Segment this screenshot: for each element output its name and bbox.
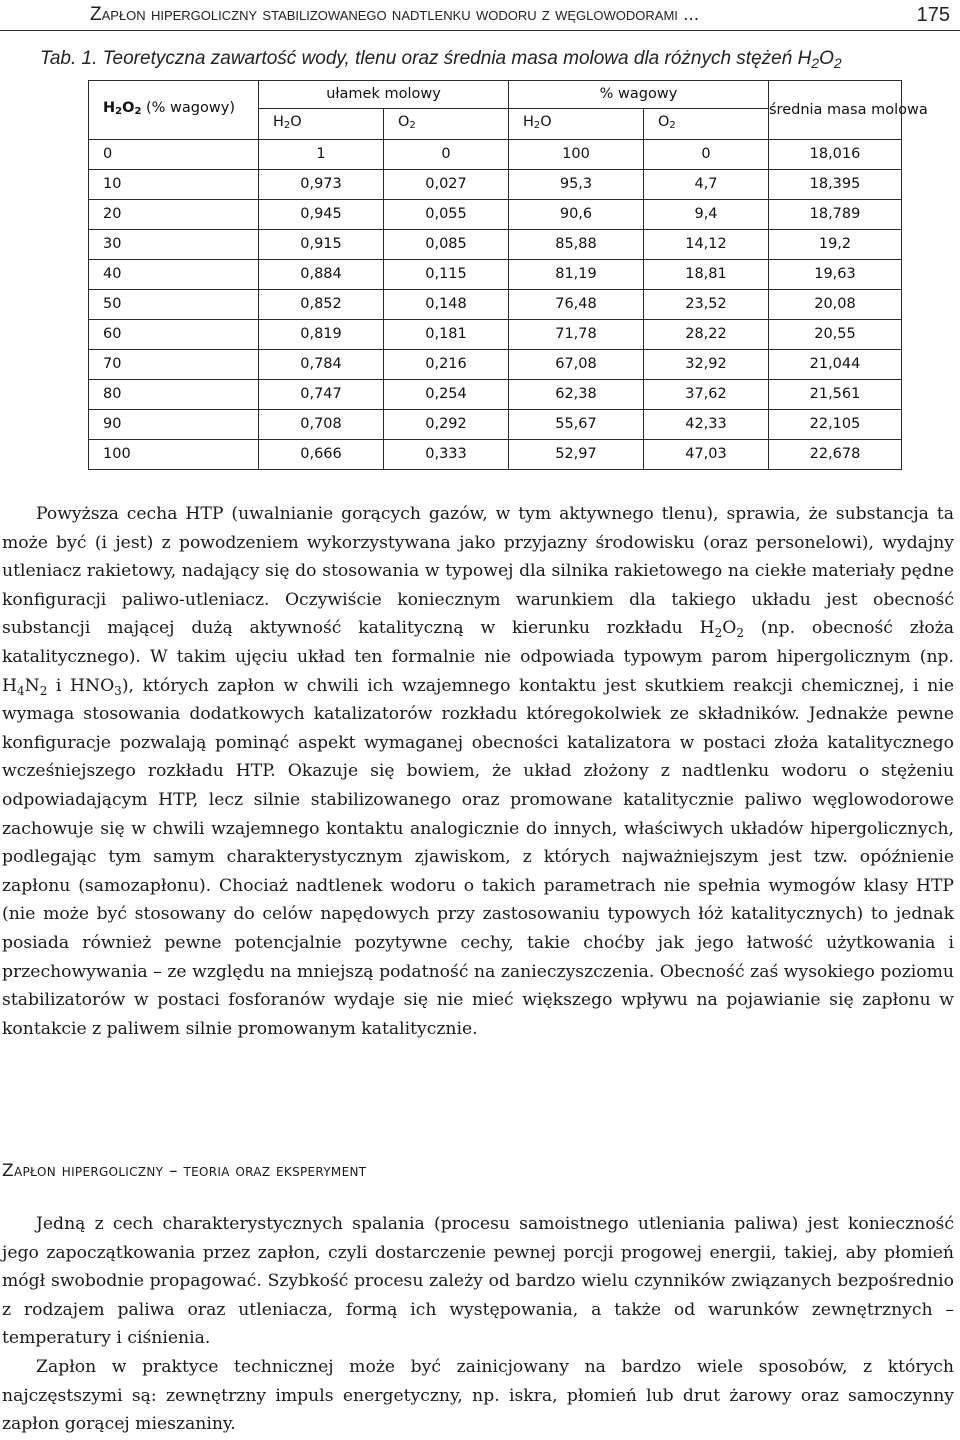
col-o2-weight-header: $O_2$ [644, 109, 769, 140]
table-cell: 0,666 [259, 440, 384, 470]
table-cell: 22,678 [769, 440, 902, 470]
table-row [89, 170, 902, 200]
table-cell: 4,7 [644, 170, 769, 200]
table-cell: 0,254 [384, 380, 509, 410]
table-cell: 19,63 [769, 260, 902, 290]
table-cell: 28,22 [644, 320, 769, 350]
table-cell: 14,12 [644, 230, 769, 260]
table-cell: 85,88 [509, 230, 644, 260]
table-cell: 18,81 [644, 260, 769, 290]
section-body [2, 1210, 954, 1439]
table-cell: 47,03 [644, 440, 769, 470]
table-cell: 21,044 [769, 350, 902, 380]
table-cell: 20,55 [769, 320, 902, 350]
table-cell: 42,33 [644, 410, 769, 440]
table-cell: 0,333 [384, 440, 509, 470]
table-cell: 20 [89, 200, 259, 230]
table-cell: 55,67 [509, 410, 644, 440]
table-cell: 1 [259, 140, 384, 170]
table-cell: 30 [89, 230, 259, 260]
table-cell: 23,52 [644, 290, 769, 320]
table-row [89, 440, 902, 470]
table-row [89, 350, 902, 380]
table-cell: 0 [384, 140, 509, 170]
running-header [90, 4, 950, 28]
table-cell: 20,08 [769, 290, 902, 320]
table-header-row [89, 81, 902, 109]
table-row [89, 200, 902, 230]
col-o2-mole-header: $O_2$ [384, 109, 509, 140]
section-paragraph-1: Jedną z cech charakterystycznych spalania (procesu samoistnego utleniania paliwa) jest konieczność jego zapoczątkowania przez zapłon, czyli dostarczenie pewnej porcji progowej energii, takiej, aby płomień mógł swobodnie propagować. Szybkość procesu zależy od bardzo wielu czynników związanych bezpośrednio z rodzajem paliwa oraz utleniacza, formą ich występowania, a także od warunków zewnętrznych – temperatury i ciśnienia. [2, 1214, 954, 1349]
table-cell: 0,115 [384, 260, 509, 290]
col-h2o-mole-header: $H_2O$ [259, 109, 384, 140]
table-cell: 0,027 [384, 170, 509, 200]
table-cell: 32,92 [644, 350, 769, 380]
group-weight-percent-header: % wagowy [509, 81, 769, 109]
table-cell: 95,3 [509, 170, 644, 200]
page-number: 175 [916, 4, 950, 26]
table-cell: 100 [509, 140, 644, 170]
table-row [89, 260, 902, 290]
table-row [89, 230, 902, 260]
header-rule [0, 30, 960, 31]
table-cell: 90,6 [509, 200, 644, 230]
table-row [89, 380, 902, 410]
table-cell: 0,181 [384, 320, 509, 350]
table-cell: 37,62 [644, 380, 769, 410]
table-cell: 62,38 [509, 380, 644, 410]
section-heading: Zapłon hipergoliczny – teoria oraz eksperyment [2, 1161, 367, 1181]
running-title: Zapłon hipergoliczny stabilizowanego nadtlenku wodoru z węglowodorami ... [90, 4, 699, 25]
table-cell: 0,884 [259, 260, 384, 290]
col-h2o2-header: $H_2O_2$ (% wagowy) [89, 81, 259, 140]
table-cell: 18,789 [769, 200, 902, 230]
table-row [89, 140, 902, 170]
table-cell: 0,148 [384, 290, 509, 320]
table-cell: 90 [89, 410, 259, 440]
table-cell: 70 [89, 350, 259, 380]
table-row [89, 320, 902, 350]
table-cell: 80 [89, 380, 259, 410]
group-mole-fraction-header: ułamek molowy [259, 81, 509, 109]
table-cell: 9,4 [644, 200, 769, 230]
table-cell: 52,97 [509, 440, 644, 470]
table-cell: 0,292 [384, 410, 509, 440]
table-cell: 81,19 [509, 260, 644, 290]
col-h2o-weight-header: $H_2O$ [509, 109, 644, 140]
table-row [89, 410, 902, 440]
table-body [89, 140, 902, 470]
table-cell: 0 [89, 140, 259, 170]
table-cell: 0,915 [259, 230, 384, 260]
table-cell: 0,055 [384, 200, 509, 230]
table-cell: 0,784 [259, 350, 384, 380]
table-cell: 0,085 [384, 230, 509, 260]
table-cell: 0 [644, 140, 769, 170]
table-cell: 0,216 [384, 350, 509, 380]
table-cell: 18,016 [769, 140, 902, 170]
col-avg-molar-mass-header: średnia masa molowa [769, 81, 902, 140]
table-cell: 10 [89, 170, 259, 200]
table-cell: 0,852 [259, 290, 384, 320]
table-cell: 0,747 [259, 380, 384, 410]
table-cell: 0,973 [259, 170, 384, 200]
table-cell: 76,48 [509, 290, 644, 320]
table-cell: 67,08 [509, 350, 644, 380]
table-cell: 21,561 [769, 380, 902, 410]
composition-table [88, 80, 928, 470]
table-cell: 40 [89, 260, 259, 290]
table-cell: 22,105 [769, 410, 902, 440]
table-cell: 71,78 [509, 320, 644, 350]
section-paragraph-2: Zapłon w praktyce technicznej może być zainicjowany na bardzo wiele sposobów, z których najczęstszymi są: zewnętrzny impuls energetyczny, np. iskra, płomień lub drut żarowy oraz samoczynny zapłon gorącej mieszaniny. [2, 1356, 954, 1435]
table-cell: 0,819 [259, 320, 384, 350]
table-cell: 0,945 [259, 200, 384, 230]
table-cell: 100 [89, 440, 259, 470]
table-cell: 50 [89, 290, 259, 320]
table-cell: 19,2 [769, 230, 902, 260]
table-cell: 60 [89, 320, 259, 350]
table-cell: 0,708 [259, 410, 384, 440]
table-row [89, 290, 902, 320]
table-cell: 18,395 [769, 170, 902, 200]
table-caption: Tab. 1. Teoretyczna zawartość wody, tlenu oraz średnia masa molowa dla różnych stężeń $H_2O_2$ [40, 48, 842, 71]
paragraph-text: Powyższa cecha HTP (uwalnianie gorących gazów, w tym aktywnego tlenu), sprawia, że substancja ta może być (i jest) z powodzeniem wykorzystywana jako przyjazny środowisku (oraz personelowi), wydajny utleniacz rakietowy, nadający się do stosowania w typowej dla silnika rakietowego na ciekłe materiały pędne konfiguracji paliwo-utleniacz. Oczywiście koniecznym warunkiem dla takiego układu jest obecność substancji mającej dużą aktywność katalityczną w kierunku rozkładu $H_2O_2$ (np. obecność złoża katalitycznego). W takim ujęciu układ ten formalnie nie odpowiada typowym parom hipergolicznym (np. $H_4N_2$ i $HNO_3$), których zapłon w chwili ich wzajemnego kontaktu jest skutkiem reakcji chemicznej, i nie wymaga stosowania dodatkowych katalizatorów rozkładu któregokolwiek ze składników. Jednakże pewne konfiguracje pozwalają pominąć aspekt wymaganej obecności katalizatora w postaci złoża katalitycznego wcześniejszego rozkładu HTP. Okazuje się bowiem, że układ złożony z nadtlenku wodoru o stężeniu odpowiadającym HTP, lecz silnie stabilizowanego oraz promowane katalitycznie paliwo węglowodorowe zachowuje się w chwili wzajemnego kontaktu analogicznie do innych, właściwych układów hipergolicznych, podlegając tym samym charakterystycznym zjawiskom, z których najważniejszym jest tzw. opóźnienie zapłonu (samozapłonu). Chociaż nadtlenek wodoru o takich parametrach nie spełnia wymogów klasy HTP (nie może być stosowany do celów napędowych przy zastosowaniu typowych łóż katalitycznych) to jednak posiada również pewne potencjalnie pozytywne cechy, takie choćby jak jego łatwość użytkowania i przechowywania – ze względu na mniejszą podatność na zanieczyszczenia. Obecność zaś wysokiego poziomu stabilizatorów w postaci fosforanów wydaje się nie mieć większego wpływu na pojawianie się zapłonu w kontakcie z paliwem silnie promowanym katalitycznie. [2, 504, 955, 1039]
paragraph-htp [2, 500, 954, 1043]
